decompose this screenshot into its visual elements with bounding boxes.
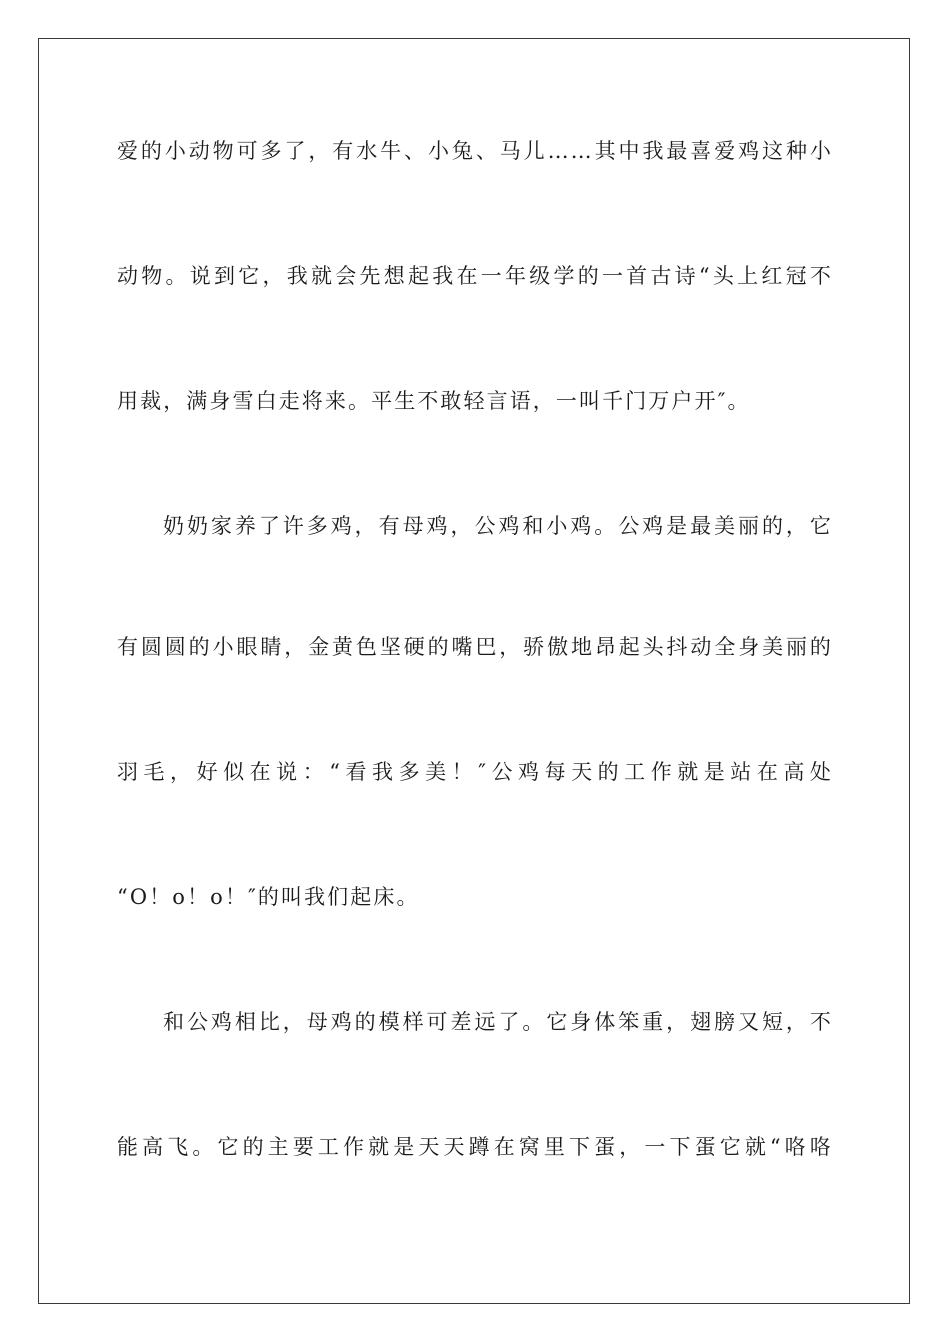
text-line-7: “O！o！o！″的叫我们起床。 bbox=[117, 885, 420, 909]
page-border bbox=[38, 38, 910, 1304]
text-line-1: 爱的小动物可多了，有水牛、小兔、马儿……其中我最喜爱鸡这种小 bbox=[117, 139, 833, 163]
text-line-2: 动物。说到它，我就会先想起我在一年级学的一首古诗“头上红冠不 bbox=[117, 264, 833, 288]
text-line-4-paragraph-start: 奶奶家养了许多鸡，有母鸡，公鸡和小鸡。公鸡是最美丽的，它 bbox=[163, 514, 833, 538]
text-line-6: 羽毛，好似在说：“看我多美！″公鸡每天的工作就是站在高处 bbox=[117, 760, 833, 784]
text-line-8-paragraph-start: 和公鸡相比，母鸡的模样可差远了。它身体笨重，翅膀又短，不 bbox=[163, 1010, 833, 1034]
text-line-3: 用裁，满身雪白走将来。平生不敢轻言语，一叫千门万户开″。 bbox=[117, 389, 751, 413]
text-line-5: 有圆圆的小眼睛，金黄色坚硬的嘴巴，骄傲地昂起头抖动全身美丽的 bbox=[117, 635, 833, 659]
text-line-9: 能高飞。它的主要工作就是天天蹲在窝里下蛋，一下蛋它就“咯咯 bbox=[117, 1135, 833, 1159]
